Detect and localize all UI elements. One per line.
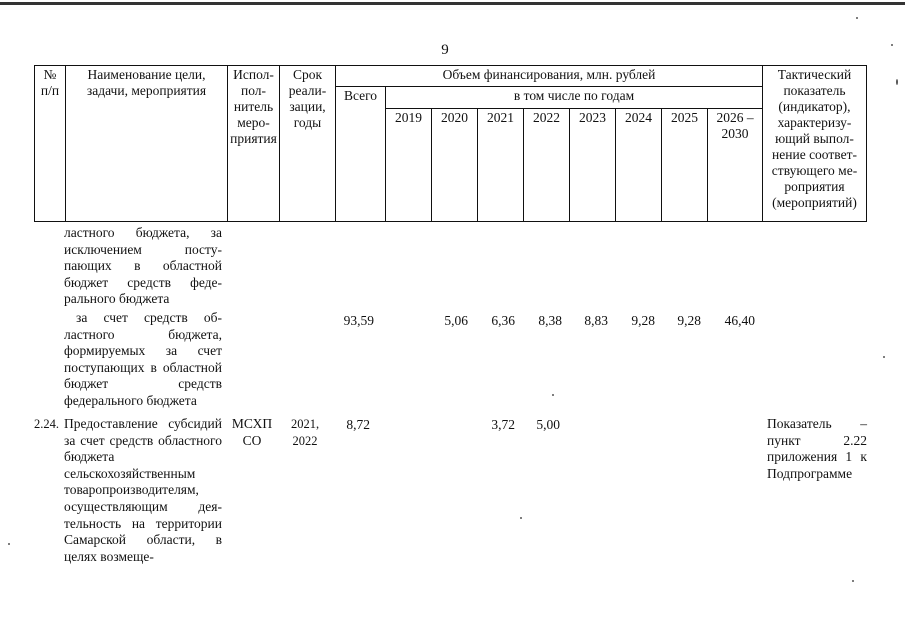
col-name-header: Наименование цели, задачи, мероприятия xyxy=(66,66,228,222)
item-description: Предоставление субсидий за счет средств областного бюджета сельскохозяйственным товаропроизводителям, осуществляющим деятельность на территории Самарской области, в целях возмеще- xyxy=(64,416,222,564)
year-header: 2021 xyxy=(478,109,524,222)
scan-speck xyxy=(552,394,554,396)
regional-value-2025: 9,28 xyxy=(677,313,701,328)
year-header: 2024 xyxy=(616,109,662,222)
regional-funding-text: за счет средств областного бюджета, формируемых за счет поступающих в областной бюджет средств федерального бюджета xyxy=(64,310,222,408)
scan-speck xyxy=(891,44,893,46)
col-by-years-header: в том числе по годам xyxy=(386,87,763,109)
regional-value-2021: 6,36 xyxy=(491,313,515,328)
item-indicator: Показатель – пункт 2.22 приложения 1 к Подпрограмме xyxy=(767,416,867,481)
item-total: 8,72 xyxy=(346,417,370,432)
regional-total: 93,59 xyxy=(343,313,374,328)
col-funding-header: Объем финансирования, млн. рублей xyxy=(336,66,763,87)
col-executor-header: Испол полнитель мероприятия xyxy=(228,66,280,222)
year-header: 2026 – 2030 xyxy=(708,109,763,222)
scan-edge-line xyxy=(0,2,905,5)
page-number: 9 xyxy=(441,42,449,58)
scan-speck xyxy=(520,517,522,519)
regional-value-2022: 8,38 xyxy=(538,313,562,328)
year-header: 2025 xyxy=(662,109,708,222)
col-number-header: № п/п xyxy=(35,66,66,222)
regional-value-2026-2030: 46,40 xyxy=(724,313,755,328)
funding-table-header xyxy=(34,65,867,222)
scan-speck xyxy=(883,356,885,358)
col-total-header: Всего xyxy=(336,87,386,222)
year-header: 2023 xyxy=(570,109,616,222)
item-executor: МСХП СО xyxy=(231,416,273,448)
col-term-header: Срок реализации, годы xyxy=(280,66,336,222)
regional-value-2023: 8,83 xyxy=(584,313,608,328)
regional-value-2020: 5,06 xyxy=(444,313,468,328)
scan-speck xyxy=(8,543,10,545)
item-number: 2.24. xyxy=(34,417,59,431)
scan-speck xyxy=(896,79,898,85)
scan-speck xyxy=(852,580,854,582)
item-value-2022: 5,00 xyxy=(536,417,560,432)
item-value-2021: 3,72 xyxy=(491,417,515,432)
item-term: 2021, 2022 xyxy=(290,417,320,448)
scan-speck xyxy=(856,17,858,19)
regional-value-2024: 9,28 xyxy=(631,313,655,328)
year-header: 2020 xyxy=(432,109,478,222)
continuation-text: ластного бюджета, за исключением поступающих в областной бюджет средств федерального бюджета xyxy=(64,225,222,307)
year-header: 2022 xyxy=(524,109,570,222)
year-header: 2019 xyxy=(386,109,432,222)
col-indicator-header: Тактический показатель (индикатор), характеризующий выполнение соответствующего мероприятия (мероприятий) xyxy=(763,66,867,222)
